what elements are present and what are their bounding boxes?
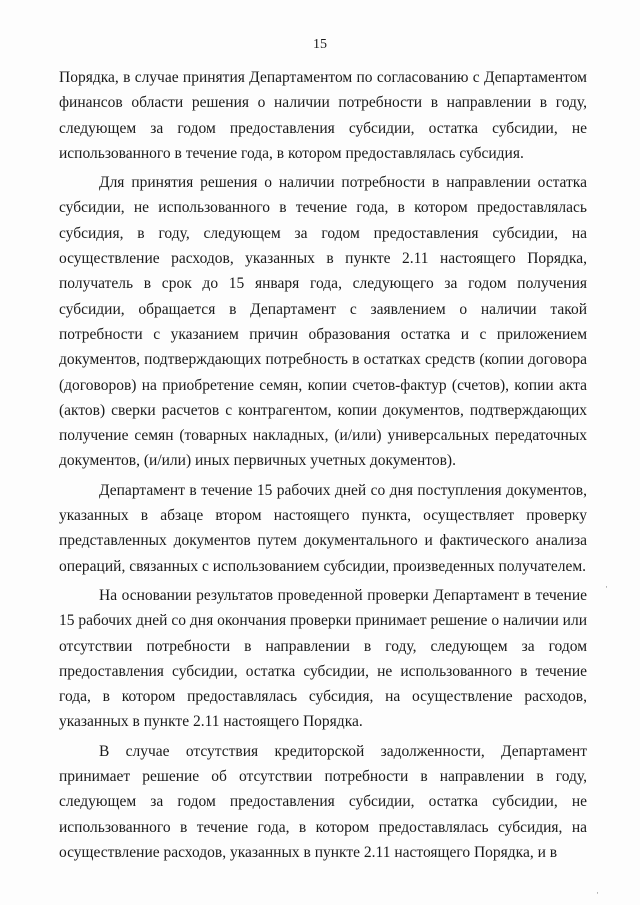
paragraph-document-review: Департамент в течение 15 рабочих дней со дня поступления документов, указанных в абзаце втором настоящего пункта, осуществляет проверку представленных документов путем документального и фактического анализа операций, связанных с использованием субсидии, произведенных получателем. [59,481,587,575]
scan-speck: · [596,888,599,898]
paragraph-application-procedure: Для принятия решения о наличии потребности в направлении остатка субсидии, не использованного в течение года, в котором предоставлялась субсидия, в году, следующем за годом предоставления субсидии, на осуществление расходов, указанных в пункте 2.11 настоящего Порядка, получатель в срок до 15 января года, следующего за годом получения субсидии, обращается в Департамент с заявлением о наличии такой потребности с указанием причин образования остатка и с приложением документов, подтверждающих потребность в остатках средств (копии договора (договоров) на приобретение семян, копии счетов-фактур (счетов), копии акта (актов) сверки расчетов с контрагентом, копии документов, подтверждающих получение семян (товарных накладных, (и/или) универсальных передаточных документов, (и/или) иных первичных учетных документов). [59,174,587,470]
page-number: 15 [313,37,327,52]
paragraph-decision: На основании результатов проведенной проверки Департамент в течение 15 рабочих дней со дня окончания проверки принимает решение о наличии или отсутствии потребности в направлении в году, следующем за годом предоставления субсидии, остатка субсидии, не использованного в течение года, в котором предоставлялась субсидия, на осуществление расходов, указанных в пункте 2.11 настоящего Порядка. [59,586,587,731]
scan-speck: · [605,582,608,592]
paragraph-no-debt-case: В случае отсутствия кредиторской задолженности, Департамент принимает решение об отсутствии потребности в направлении в году, следующем за годом предоставления субсидии, остатка субсидии, не использованного в течение года, в котором предоставлялась субсидия, на осуществление расходов, указанных в пункте 2.11 настоящего Порядка, и в [59,742,587,861]
paragraph-continuation: Порядка, в случае принятия Департаментом по согласованию с Департаментом финансов области решения о наличии потребности в направлении в году, следующем за годом предоставления субсидии, остатка субсидии, не использованного в течение года, в котором предоставлялась субсидия. [59,69,587,162]
document-body [59,65,587,865]
